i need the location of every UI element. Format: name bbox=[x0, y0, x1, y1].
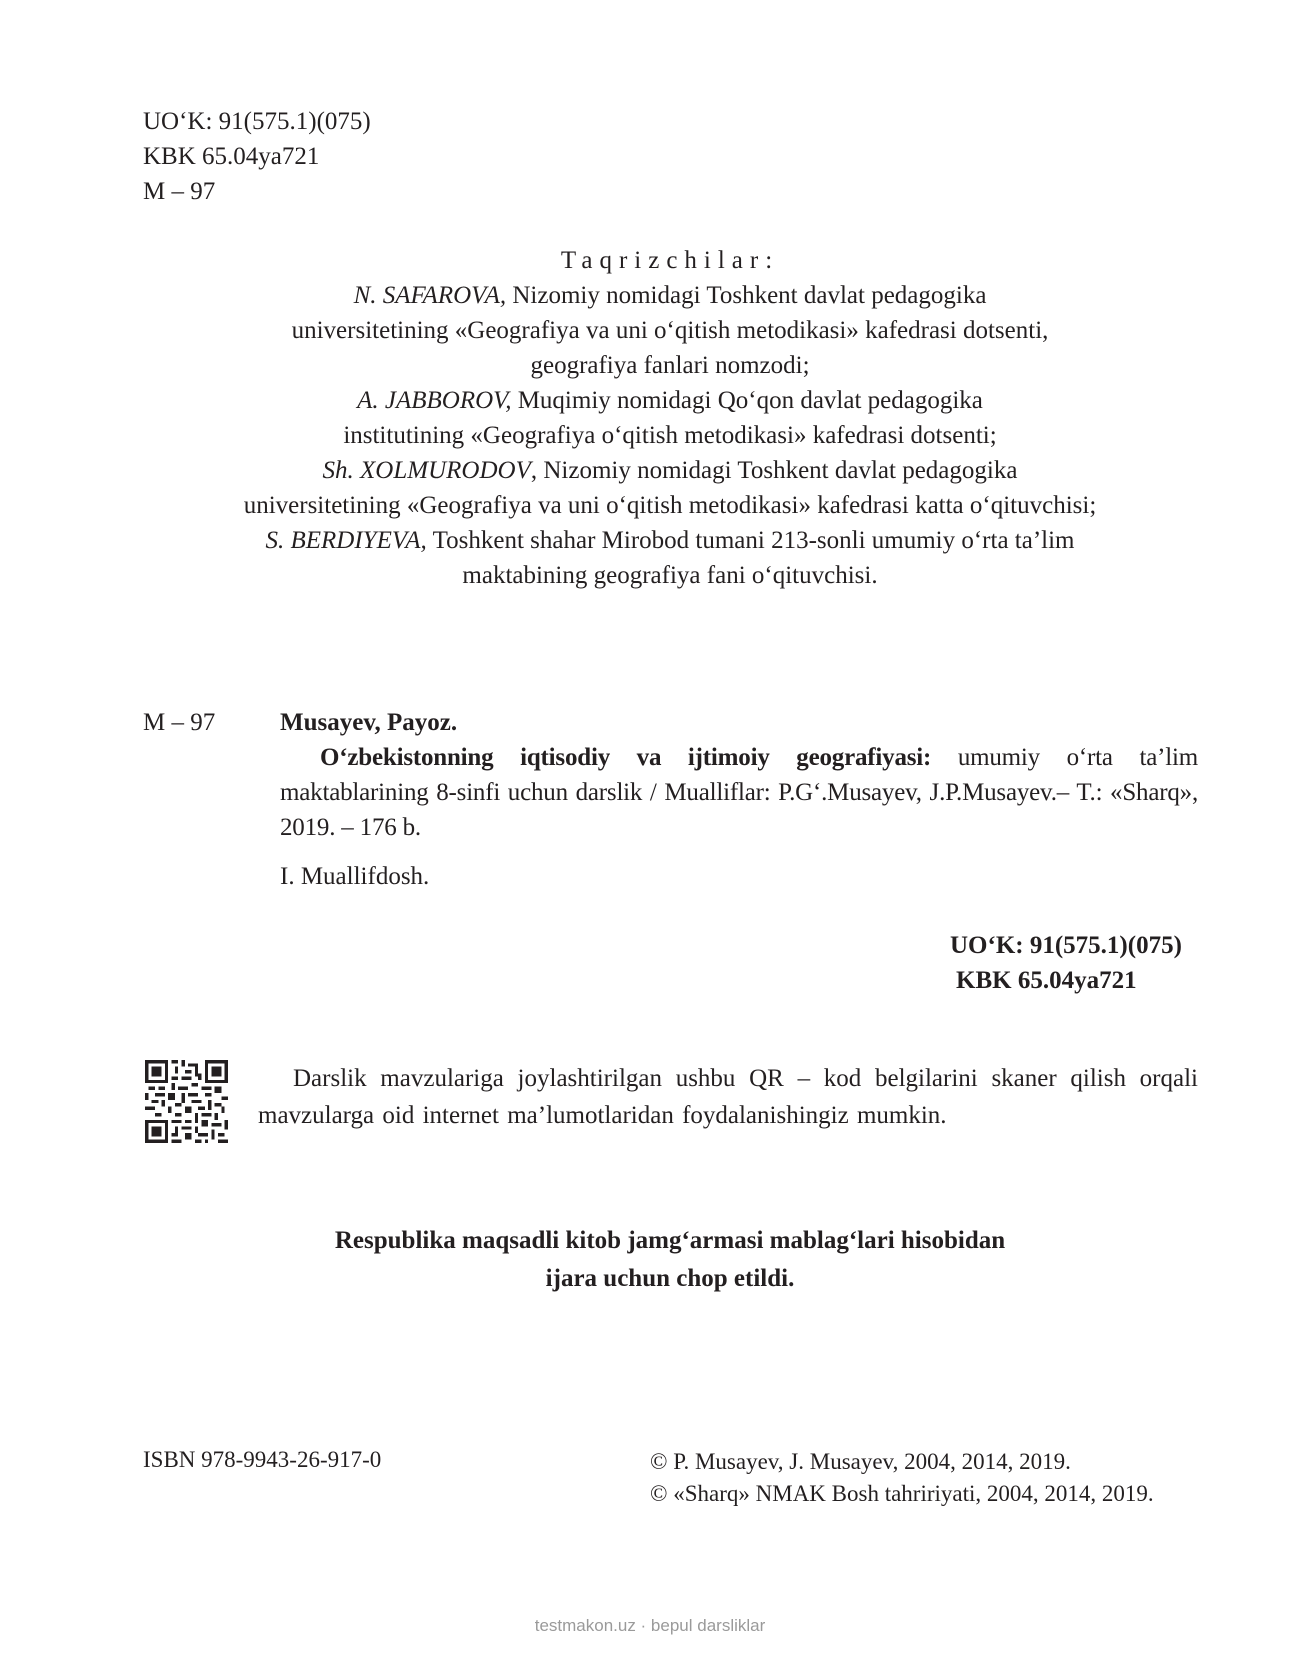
reviewer-line: institutining «Geografiya o‘qitish metodikasi» kafedrasi dotsenti; bbox=[343, 422, 997, 449]
funding-line: ijara uchun chop etildi. bbox=[545, 1265, 795, 1292]
reviewer-line: geografiya fanlari nomzodi; bbox=[530, 352, 810, 379]
copyright-line: © «Sharq» NMAK Bosh tahririyati, 2004, 2014, 2019. bbox=[650, 1481, 1154, 1506]
copyright-block bbox=[650, 1446, 1154, 1510]
classification-block bbox=[143, 104, 371, 209]
bibliography-description: O‘zbekistonning iqtisodiy va ijtimoiy geografiyasi: umumiy o‘rta ta’lim maktablarining 8-sinfi uchun darslik / Mualliflar: P.G‘.Musayev, J.P.Musayev.– T.: «Sharq», 2019. – 176 b. bbox=[280, 744, 1198, 841]
funding-note bbox=[100, 1223, 1240, 1299]
reviewer-line: A. JABBOROV, Muqimiy nomidagi Qo‘qon davlat pedagogika bbox=[357, 387, 983, 414]
copyright-line: © P. Musayev, J. Musayev, 2004, 2014, 2019. bbox=[650, 1449, 1071, 1474]
bibliography-author: Musayev, Payoz. bbox=[280, 709, 458, 736]
qr-note: Darslik mavzulariga joylashtirilgan ushbu QR – kod belgilarini skaner qilish orqali mavzularga oid internet ma’lumotlaridan foydalanishingiz mumkin. bbox=[258, 1065, 1198, 1129]
book-title: O‘zbekistonning iqtisodiy va ijtimoiy geografiyasi: bbox=[320, 744, 932, 771]
bibliography-entry bbox=[280, 705, 1198, 894]
reviewer-name: A. JABBOROV, bbox=[357, 387, 512, 414]
reviewers-heading: Taqrizchilar: bbox=[560, 247, 780, 274]
isbn: ISBN 978-9943-26-917-0 bbox=[143, 1447, 382, 1472]
footer-watermark: testmakon.uz · bepul darsliklar bbox=[534, 1616, 766, 1635]
qr-code-icon bbox=[145, 1060, 228, 1143]
reviewer-line: S. BERDIYEVA, Toshkent shahar Mirobod tumani 213-sonli umumiy o‘rta ta’lim bbox=[265, 527, 1075, 554]
reviewer-name: N. SAFAROVA, bbox=[353, 282, 507, 309]
udk-code: UO‘K: 91(575.1)(075) bbox=[143, 108, 371, 135]
reviewer-name: S. BERDIYEVA, bbox=[265, 527, 427, 554]
kbk-code-bold: KBK 65.04ya721 bbox=[956, 967, 1137, 994]
reviewers-block bbox=[100, 243, 1240, 593]
reviewer-line: maktabining geografiya fani o‘qituvchisi. bbox=[462, 562, 878, 589]
bibliography-codes bbox=[950, 928, 1182, 998]
reviewer-line: universitetining «Geografiya va uni o‘qitish metodikasi» kafedrasi katta o‘qituvchisi; bbox=[243, 492, 1097, 519]
reviewer-line: Sh. XOLMURODOV, Nizomiy nomidagi Toshkent davlat pedagogika bbox=[322, 457, 1018, 484]
author-mark: M – 97 bbox=[143, 178, 216, 205]
reviewer-line: N. SAFAROVA, Nizomiy nomidagi Toshkent davlat pedagogika bbox=[353, 282, 987, 309]
reviewer-line: universitetining «Geografiya va uni o‘qitish metodikasi» kafedrasi dotsenti, bbox=[291, 317, 1049, 344]
bibliography-code: M – 97 bbox=[143, 709, 216, 736]
kbk-code: KBK 65.04ya721 bbox=[143, 143, 320, 170]
reviewer-name: Sh. XOLMURODOV bbox=[322, 457, 531, 484]
bibliography-coauthor: I. Muallifdosh. bbox=[280, 863, 430, 890]
funding-line: Respublika maqsadli kitob jamg‘armasi mablag‘lari hisobidan bbox=[334, 1227, 1006, 1254]
udk-code-bold: UO‘K: 91(575.1)(075) bbox=[950, 932, 1182, 959]
